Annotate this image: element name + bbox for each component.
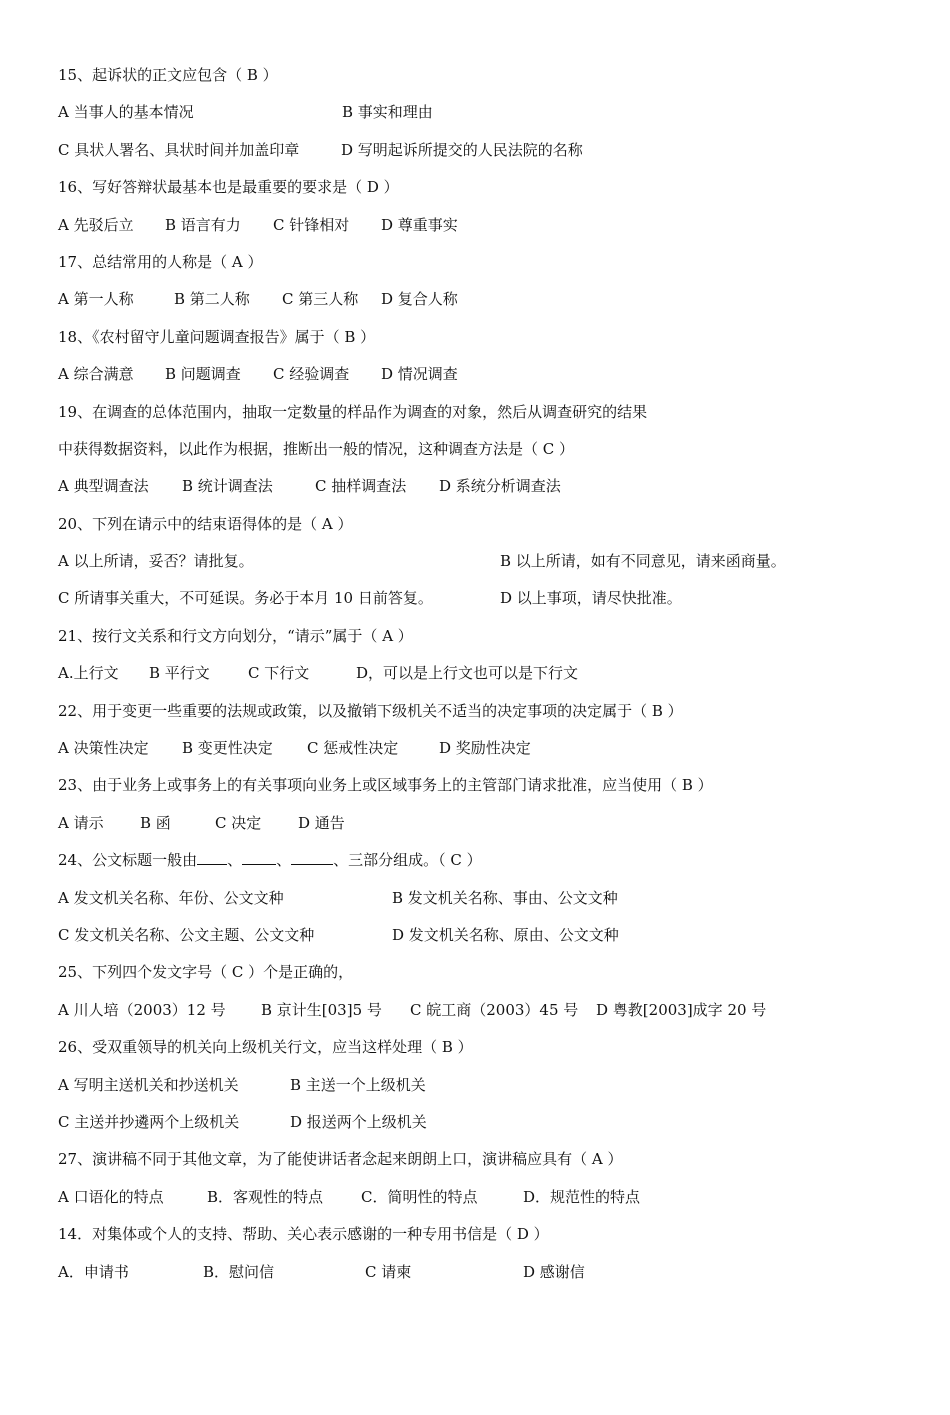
option-c: C 针锋相对	[273, 215, 350, 234]
option-row	[58, 660, 928, 697]
option-c: C．简明性的特点	[361, 1187, 478, 1206]
option-d: D 通告	[298, 813, 345, 832]
option-row	[58, 1109, 928, 1146]
option-b: B 语言有力	[165, 215, 241, 234]
option-b: B 变更性决定	[182, 739, 273, 758]
option-d: D 发文机关名称、原由、公文文种	[392, 925, 619, 944]
stem-text: 25、下列四个发文字号（ C ）个是正确的，	[58, 963, 354, 982]
question-stem-25	[58, 959, 928, 996]
option-row	[58, 585, 928, 622]
option-a: A 典型调查法	[58, 477, 149, 496]
option-row	[58, 735, 928, 772]
option-a: A 口语化的特点	[58, 1187, 164, 1206]
option-d: D 以上事项，请尽快批准。	[500, 589, 682, 608]
option-b: B 问题调查	[165, 365, 241, 384]
option-d: D 粤教[2003]成字 20 号	[596, 1000, 767, 1019]
question-stem-18	[58, 324, 928, 361]
option-b: B 统计调查法	[182, 477, 273, 496]
option-d: D．规范性的特点	[523, 1187, 641, 1206]
option-a: A 决策性决定	[58, 739, 149, 758]
stem-text: 18、《农村留守儿童问题调查报告》属于（ B ）	[58, 327, 376, 346]
option-c: C 抽样调查法	[315, 477, 407, 496]
option-row	[58, 137, 928, 174]
stem-pre: 24、公文标题一般由	[58, 851, 198, 870]
option-c: C 发文机关名称、公文主题、公文文种	[58, 925, 315, 944]
stem-text: 23、由于业务上或事务上的有关事项向业务上或区域事务上的主管部门请求批准，应当使用（ B ）	[58, 776, 713, 795]
stem-sep: 、	[276, 851, 292, 870]
question-stem-14	[58, 1221, 928, 1258]
question-stem-19	[58, 399, 928, 436]
option-b: B．客观性的特点	[207, 1187, 324, 1206]
option-row	[58, 997, 928, 1034]
option-c: C 所请事关重大，不可延误。务必于本月 10 日前答复。	[58, 589, 433, 608]
stem-text: 15、起诉状的正文应包含（ B ）	[58, 66, 278, 84]
option-b: B 平行文	[149, 664, 210, 683]
option-c: C 决定	[215, 813, 262, 832]
stem-text	[58, 847, 482, 873]
stem-text: 16、写好答辩状最基本也是最重要的要求是（ D ）	[58, 178, 399, 197]
option-row	[58, 922, 928, 959]
option-row	[58, 212, 928, 249]
stem-sep: 、	[227, 851, 243, 870]
stem-text: 22、用于变更一些重要的法规或政策，以及撤销下级机关不适当的决定事项的决定属于（ B ）	[58, 701, 683, 720]
option-b: B 京计生[03]5 号	[261, 1000, 382, 1019]
question-stem-19-cont	[58, 436, 928, 473]
stem-post: 、三部分组成。（ C ）	[333, 851, 482, 870]
option-b: B．慰问信	[203, 1262, 275, 1281]
option-row	[58, 548, 928, 585]
option-a: A 川人培（2003）12 号	[58, 1000, 226, 1019]
option-c: C 惩戒性决定	[307, 739, 399, 758]
option-d: D 系统分析调查法	[439, 477, 561, 496]
fill-blank-3	[291, 848, 333, 865]
option-a: A．申请书	[58, 1262, 129, 1281]
option-b: B 主送一个上级机关	[290, 1075, 426, 1094]
option-b: B 函	[140, 813, 171, 832]
option-b: B 以上所请，如有不同意见，请来函商量。	[500, 552, 786, 571]
question-stem-17	[58, 249, 928, 286]
question-stem-16	[58, 174, 928, 211]
option-row	[58, 810, 928, 847]
question-stem-15	[58, 62, 928, 99]
fill-blank-2	[242, 848, 276, 865]
stem-text: 14．对集体或个人的支持、帮助、关心表示感谢的一种专用书信是（ D ）	[58, 1225, 549, 1244]
option-row	[58, 286, 928, 323]
option-d: D 写明起诉所提交的人民法院的名称	[341, 140, 583, 159]
option-c: C 下行文	[248, 664, 310, 683]
question-stem-24	[58, 847, 928, 884]
question-stem-26	[58, 1034, 928, 1071]
option-d: D 感谢信	[523, 1262, 585, 1281]
document-page	[58, 62, 928, 1296]
option-a: A 发文机关名称、年份、公文文种	[58, 888, 284, 907]
stem-text: 21、按行文关系和行文方向划分，“请示”属于（ A ）	[58, 626, 413, 645]
option-c: C 皖工商（2003）45 号	[410, 1000, 579, 1019]
stem-text: 20、下列在请示中的结束语得体的是（ A ）	[58, 514, 353, 533]
option-row	[58, 1072, 928, 1109]
option-a: A 写明主送机关和抄送机关	[58, 1075, 239, 1094]
option-a: A 当事人的基本情况	[58, 103, 194, 122]
option-row	[58, 361, 928, 398]
option-d: D 复合人称	[381, 290, 458, 309]
option-c: C 具状人署名、具状时间并加盖印章	[58, 140, 300, 159]
stem-text: 27、演讲稿不同于其他文章，为了能使讲话者念起来朗朗上口，演讲稿应具有（ A ）	[58, 1150, 623, 1169]
option-a: A 请示	[58, 813, 104, 832]
stem-text: 19、在调查的总体范围内，抽取一定数量的样品作为调查的对象，然后从调查研究的结果	[58, 402, 648, 421]
option-d: D 奖励性决定	[439, 739, 531, 758]
option-row	[58, 885, 928, 922]
question-stem-22	[58, 698, 928, 735]
stem-text: 17、总结常用的人称是（ A ）	[58, 252, 263, 271]
question-stem-27	[58, 1146, 928, 1183]
stem-text: 26、受双重领导的机关向上级机关行文，应当这样处理（ B ）	[58, 1038, 473, 1057]
option-c: C 经验调查	[273, 365, 350, 384]
option-d: D 尊重事实	[381, 215, 458, 234]
option-c: C 请柬	[365, 1262, 412, 1281]
question-stem-20	[58, 511, 928, 548]
option-a: A.上行文	[58, 664, 119, 683]
option-c: C 主送并抄遴两个上级机关	[58, 1112, 240, 1131]
option-b: B 第二人称	[174, 290, 250, 309]
option-d: D 报送两个上级机关	[290, 1112, 427, 1131]
option-d: D 情况调查	[381, 365, 458, 384]
option-b: B 发文机关名称、事由、公文文种	[392, 888, 618, 907]
option-c: C 第三人称	[282, 290, 359, 309]
option-row	[58, 1259, 928, 1296]
option-a: A 第一人称	[58, 290, 134, 309]
question-stem-21	[58, 623, 928, 660]
option-d: D，可以是上行文也可以是下行文	[356, 664, 579, 683]
option-b: B 事实和理由	[342, 103, 433, 122]
option-a: A 综合满意	[58, 365, 134, 384]
option-row	[58, 99, 928, 136]
question-stem-23	[58, 772, 928, 809]
fill-blank-1	[197, 848, 227, 865]
option-a: A 先驳后立	[58, 215, 134, 234]
stem-text: 中获得数据资料，以此作为根据，推断出一般的情况，这种调查方法是（ C ）	[58, 439, 575, 458]
option-row	[58, 1184, 928, 1221]
option-a: A 以上所请，妥否？请批复。	[58, 552, 254, 571]
option-row	[58, 473, 928, 510]
